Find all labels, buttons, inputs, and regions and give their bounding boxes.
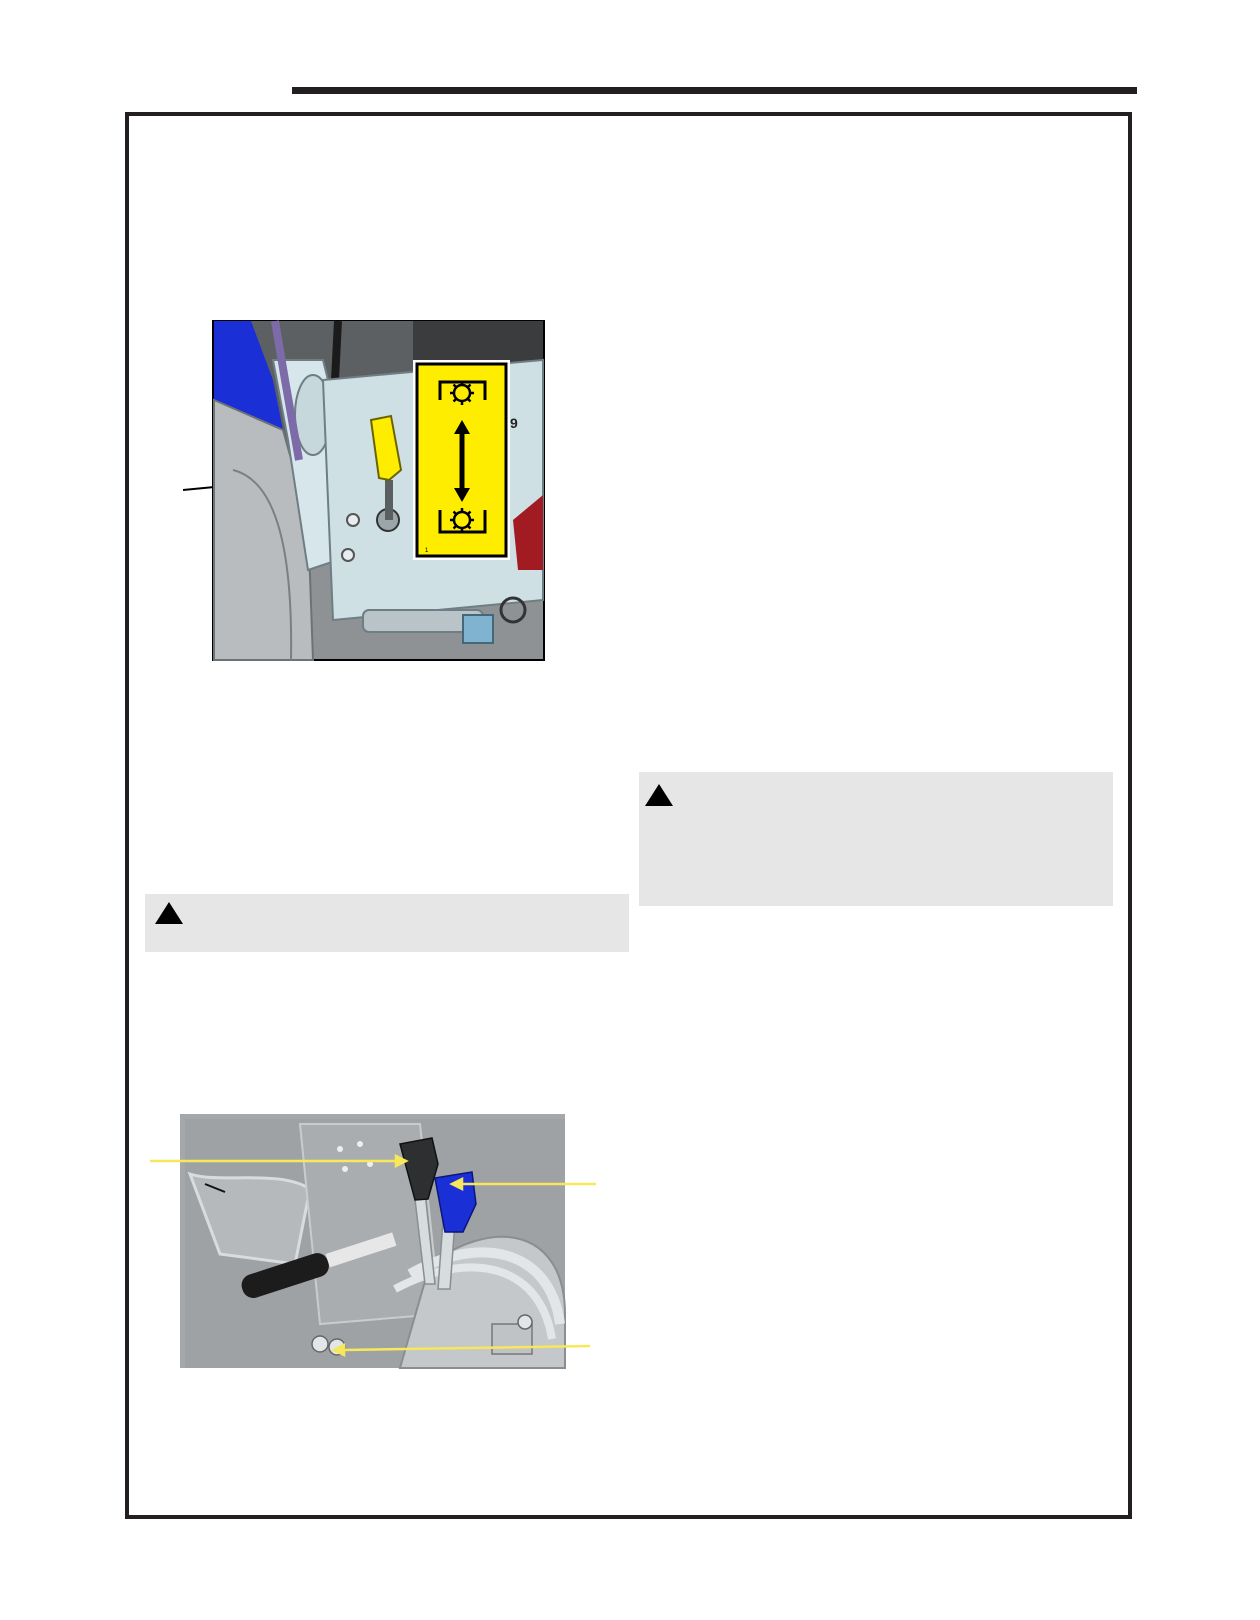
warning-panel-right <box>639 772 1113 906</box>
figure-lever-decal <box>183 320 548 665</box>
warning-panel-left <box>145 894 629 952</box>
figure-hand-levers <box>150 1114 596 1374</box>
figure-lever-decal-illustration <box>183 320 548 665</box>
warning-triangle-icon <box>155 902 183 924</box>
side-mark: 9 <box>510 415 518 431</box>
decal-footnote: 1 <box>425 548 429 554</box>
warning-triangle-icon <box>645 784 673 806</box>
figure-hand-levers-illustration <box>150 1114 596 1374</box>
header-rule <box>292 87 1137 94</box>
decal <box>413 360 510 560</box>
